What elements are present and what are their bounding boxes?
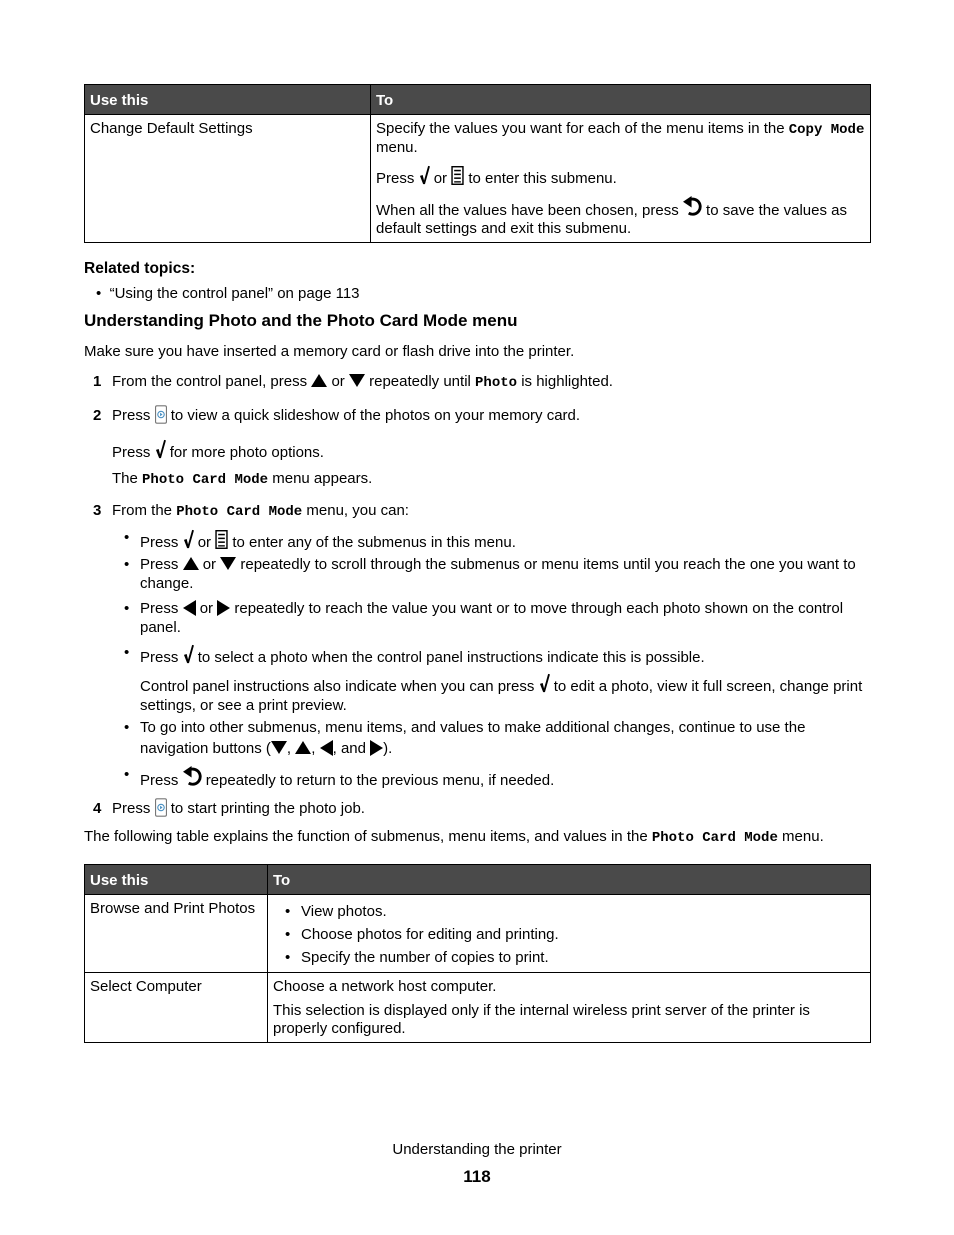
text: to enter this submenu. bbox=[468, 170, 617, 187]
text: Control panel instructions also indicate when you can press bbox=[140, 678, 535, 695]
text: When all the values have been chosen, press bbox=[376, 202, 679, 219]
check-icon bbox=[539, 673, 550, 693]
cell-to bbox=[268, 895, 871, 973]
step-number: 1 bbox=[93, 373, 102, 390]
start-icon bbox=[155, 405, 167, 424]
photo-card-mode-code: Photo Card Mode bbox=[651, 830, 778, 846]
list-item-note bbox=[140, 673, 870, 715]
check-icon bbox=[155, 439, 166, 459]
list-item: • Press or repeatedly to scroll through the submenus or menu items until you reach the one you want to change. bbox=[124, 556, 856, 592]
list-item: • Press to select a photo when the control panel instructions indicate this is possible. bbox=[124, 644, 705, 666]
list-item: • View photos. bbox=[285, 903, 865, 921]
text: menu, you can: bbox=[306, 502, 409, 519]
step-4-text bbox=[112, 798, 365, 817]
up-arrow-icon bbox=[295, 741, 311, 754]
cell-paragraph bbox=[376, 120, 865, 157]
footer-title: Understanding the printer bbox=[392, 1141, 562, 1158]
cell-paragraph bbox=[376, 196, 865, 238]
text: To go into other submenus, menu items, and values to make additional changes, continue to use the navigation buttons ( bbox=[140, 719, 806, 757]
left-arrow-icon bbox=[183, 600, 196, 616]
photo-card-mode-table bbox=[84, 864, 871, 1043]
list-item: • Specify the number of copies to print. bbox=[285, 949, 865, 967]
copy-mode-code: Copy Mode bbox=[788, 122, 865, 138]
related-topic-item bbox=[96, 285, 360, 302]
cell-use-this: Change Default Settings bbox=[85, 115, 371, 243]
cell-paragraph bbox=[376, 165, 865, 188]
text: Press bbox=[140, 649, 179, 666]
right-arrow-icon bbox=[370, 740, 383, 756]
text: Press bbox=[376, 170, 415, 187]
table-row bbox=[85, 973, 871, 1043]
check-icon bbox=[183, 529, 194, 549]
text: The bbox=[112, 470, 138, 487]
menu-icon bbox=[451, 166, 464, 185]
cell-use-this: Select Computer bbox=[85, 973, 268, 1043]
up-arrow-icon bbox=[311, 374, 327, 387]
text: Specify the values you want for each of the menu items in the bbox=[376, 120, 789, 137]
right-arrow-icon bbox=[217, 600, 230, 616]
photo-card-mode-code: Photo Card Mode bbox=[142, 472, 269, 488]
text: From the control panel, press bbox=[112, 373, 308, 390]
text: repeatedly to reach the value you want or to move through each photo shown on the control panel. bbox=[140, 600, 844, 636]
step-number: 4 bbox=[93, 800, 102, 817]
step-2-text bbox=[112, 405, 580, 424]
step-number: 3 bbox=[93, 502, 102, 519]
default-settings-table bbox=[84, 84, 871, 243]
text: to view a quick slideshow of the photos on your memory card. bbox=[170, 407, 581, 424]
text: Press bbox=[112, 407, 151, 424]
text: Press bbox=[140, 556, 179, 573]
list-item: • Press or repeatedly to reach the value you want or to move through each photo shown on the control panel. bbox=[124, 600, 844, 636]
step-2-more bbox=[112, 439, 324, 461]
step-1-text bbox=[112, 373, 613, 391]
step-number: 2 bbox=[93, 407, 102, 424]
text: ). bbox=[383, 740, 393, 757]
photo-card-mode-code: Photo Card Mode bbox=[176, 504, 303, 520]
cell-to bbox=[371, 115, 871, 243]
menu-icon bbox=[215, 530, 228, 549]
text: to select a photo when the control panel instructions indicate this is possible. bbox=[197, 649, 705, 666]
text: is highlighted. bbox=[521, 373, 613, 390]
text: , bbox=[311, 740, 320, 757]
list-item: • To go into other submenus, menu items, and values to make additional changes, continue to use the navigation buttons ( , , , and ). bbox=[124, 719, 806, 757]
text: , and bbox=[332, 740, 371, 757]
text: or bbox=[199, 600, 214, 617]
step-2-result bbox=[112, 470, 372, 488]
back-icon bbox=[683, 196, 702, 217]
cell-paragraph: Choose a network host computer. bbox=[273, 978, 497, 995]
text: , bbox=[286, 740, 296, 757]
text: or bbox=[202, 556, 217, 573]
column-header-to: To bbox=[268, 865, 871, 895]
text: repeatedly to scroll through the submenus or menu items until you reach the one you want to change. bbox=[140, 556, 856, 592]
text: repeatedly to return to the previous menu, if needed. bbox=[205, 772, 555, 789]
text: Press bbox=[112, 800, 151, 817]
text: The following table explains the function of submenus, menu items, and values in the bbox=[84, 828, 648, 845]
check-icon bbox=[419, 165, 430, 185]
table-row bbox=[85, 895, 871, 973]
text: or bbox=[331, 373, 345, 390]
text: to start printing the photo job. bbox=[170, 800, 365, 817]
table-row bbox=[85, 115, 871, 243]
down-arrow-icon bbox=[349, 374, 365, 387]
text: menu. bbox=[376, 139, 418, 156]
text: to save the values as default settings and exit this submenu. bbox=[376, 202, 847, 237]
start-icon bbox=[155, 798, 167, 817]
text: Press bbox=[140, 772, 179, 789]
column-header-use-this: Use this bbox=[85, 85, 371, 115]
section-title: Understanding Photo and the Photo Card Mode menu bbox=[84, 311, 518, 330]
text: to enter any of the submenus in this menu. bbox=[232, 534, 516, 551]
left-arrow-icon bbox=[320, 740, 333, 756]
photo-code: Photo bbox=[475, 375, 518, 391]
related-topics-title: Related topics: bbox=[84, 260, 196, 277]
step-3-text bbox=[112, 502, 409, 520]
cell-paragraph: This selection is displayed only if the internal wireless print server of the printer is properly configured. bbox=[273, 1002, 810, 1037]
text: or bbox=[433, 170, 448, 187]
text: Press bbox=[140, 534, 179, 551]
text: Press bbox=[140, 600, 179, 617]
back-icon bbox=[183, 766, 202, 787]
text: to edit a photo, view it full screen, change print settings, or see a print preview. bbox=[140, 678, 863, 714]
text: for more photo options. bbox=[169, 444, 324, 461]
cell-use-this: Browse and Print Photos bbox=[85, 895, 268, 973]
text: From the bbox=[112, 502, 173, 519]
column-header-use-this: Use this bbox=[85, 865, 268, 895]
text: Press bbox=[112, 444, 151, 461]
text: repeatedly until bbox=[369, 373, 471, 390]
list-item: • Choose photos for editing and printing. bbox=[285, 926, 865, 944]
text: menu appears. bbox=[272, 470, 373, 487]
bullet: • bbox=[96, 285, 102, 302]
related-topic-link[interactable]: “Using the control panel” on page 113 bbox=[109, 285, 360, 302]
down-arrow-icon bbox=[220, 557, 236, 570]
section-intro: Make sure you have inserted a memory card or flash drive into the printer. bbox=[84, 343, 575, 360]
list-item: • Press or to enter any of the submenus in this menu. bbox=[124, 529, 516, 551]
cell-to bbox=[268, 973, 871, 1043]
page-number: 118 bbox=[463, 1167, 491, 1186]
check-icon bbox=[183, 644, 194, 664]
down-arrow-icon bbox=[271, 741, 287, 754]
up-arrow-icon bbox=[183, 557, 199, 570]
list-item: • Press repeatedly to return to the previous menu, if needed. bbox=[124, 766, 555, 789]
text: or bbox=[197, 534, 212, 551]
table-intro bbox=[84, 828, 824, 846]
text: menu. bbox=[782, 828, 824, 845]
column-header-to: To bbox=[371, 85, 871, 115]
